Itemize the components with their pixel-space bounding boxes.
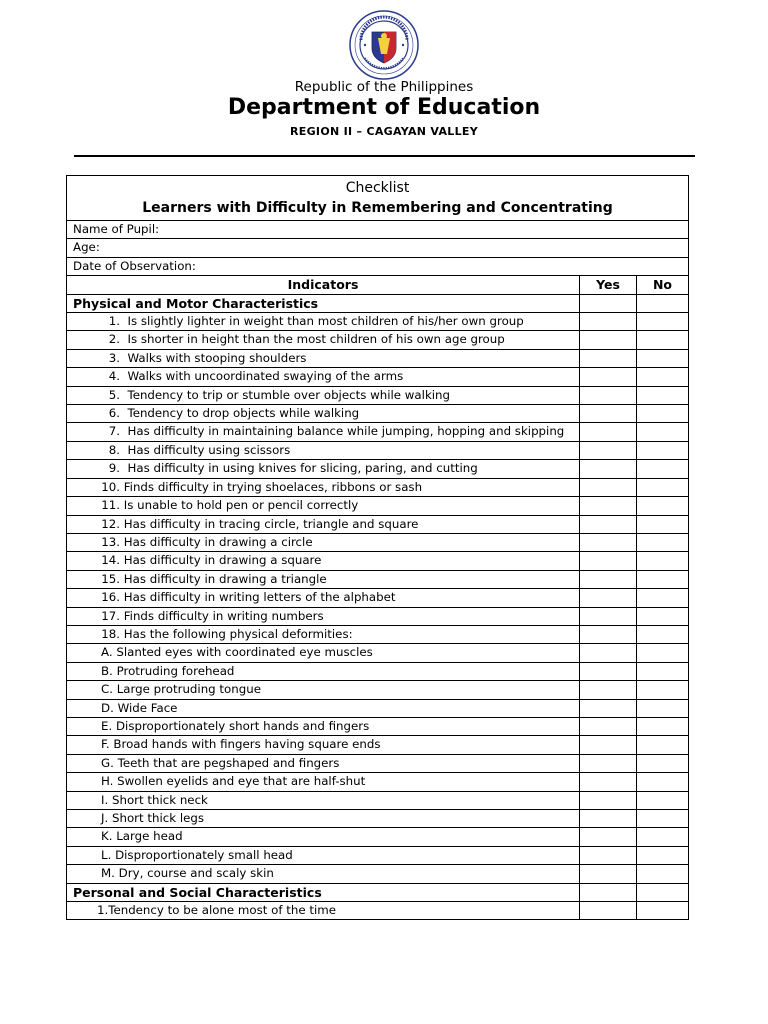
no-cell[interactable] [637,552,689,570]
indicator-item: 12. Has difficulty in tracing circle, triangle and square [67,515,580,533]
no-cell[interactable] [637,717,689,735]
indicator-item: 8. Has difficulty using scissors [67,441,580,459]
no-cell[interactable] [637,460,689,478]
yes-cell[interactable] [580,460,637,478]
no-cell[interactable] [637,773,689,791]
deformity-item: H. Swollen eyelids and eye that are half-shut [67,773,580,791]
yes-cell[interactable] [580,754,637,772]
no-cell[interactable] [637,902,689,920]
yes-cell[interactable] [580,717,637,735]
region-title: REGION II – CAGAYAN VALLEY [290,125,478,138]
deformity-item: C. Large protruding tongue [67,681,580,699]
yes-cell[interactable] [580,441,637,459]
no-cell[interactable] [637,405,689,423]
header-divider [74,155,695,157]
yes-cell[interactable] [580,349,637,367]
yes-cell[interactable] [580,313,637,331]
name-of-pupil-field[interactable]: Name of Pupil: [67,221,689,239]
checklist-title: Checklist [345,180,410,196]
deformity-item: L. Disproportionately small head [67,846,580,864]
indicator-item: 10. Finds difficulty in trying shoelaces, ribbons or sash [67,478,580,496]
personal-social-item: 1.Tendency to be alone most of the time [67,902,580,920]
deformity-item: F. Broad hands with fingers having square ends [67,736,580,754]
no-cell[interactable] [637,828,689,846]
section-personal-social: Personal and Social Characteristics [67,883,580,901]
no-cell[interactable] [637,589,689,607]
deformity-item: I. Short thick neck [67,791,580,809]
no-cell[interactable] [637,625,689,643]
checklist-title-cell [67,176,689,221]
yes-cell[interactable] [580,810,637,828]
yes-cell[interactable] [580,699,637,717]
indicators-header: Indicators [67,276,580,294]
yes-cell[interactable] [580,570,637,588]
deformity-item: G. Teeth that are pegshaped and fingers [67,754,580,772]
no-cell[interactable] [637,846,689,864]
yes-cell[interactable] [580,662,637,680]
no-cell[interactable] [637,644,689,662]
no-cell[interactable] [637,570,689,588]
republic-title: Republic of the Philippines [294,79,474,95]
no-cell[interactable] [637,533,689,551]
indicator-item: 15. Has difficulty in drawing a triangle [67,570,580,588]
department-title: Department of Education [227,95,541,120]
yes-cell[interactable] [580,773,637,791]
yes-cell[interactable] [580,865,637,883]
yes-cell[interactable] [580,331,637,349]
no-cell[interactable] [637,441,689,459]
no-cell[interactable] [637,331,689,349]
yes-cell[interactable] [580,902,637,920]
yes-cell[interactable] [580,791,637,809]
no-cell[interactable] [637,699,689,717]
indicator-item: 11. Is unable to hold pen or pencil correctly [67,497,580,515]
yes-cell[interactable] [580,478,637,496]
yes-cell[interactable] [580,386,637,404]
yes-cell[interactable] [580,883,637,901]
no-cell[interactable] [637,349,689,367]
yes-cell[interactable] [580,607,637,625]
yes-cell[interactable] [580,625,637,643]
deformity-item: J. Short thick legs [67,810,580,828]
no-cell[interactable] [637,423,689,441]
no-cell[interactable] [637,294,689,312]
deformity-item: D. Wide Face [67,699,580,717]
yes-cell[interactable] [580,405,637,423]
yes-cell[interactable] [580,423,637,441]
yes-cell[interactable] [580,828,637,846]
checklist-table [66,175,689,920]
checklist-subtitle: Learners with Difficulty in Remembering and Concentrating [142,200,613,216]
no-cell[interactable] [637,478,689,496]
indicator-item: 3. Walks with stooping shoulders [67,349,580,367]
no-cell[interactable] [637,607,689,625]
no-cell[interactable] [637,515,689,533]
indicator-item: 7. Has difficulty in maintaining balance while jumping, hopping and skipping [67,423,580,441]
yes-cell[interactable] [580,294,637,312]
yes-cell[interactable] [580,497,637,515]
yes-cell[interactable] [580,681,637,699]
section-physical-motor: Physical and Motor Characteristics [67,294,580,312]
no-cell[interactable] [637,810,689,828]
no-cell[interactable] [637,662,689,680]
indicator-item: 2. Is shorter in height than the most children of his own age group [67,331,580,349]
no-cell[interactable] [637,386,689,404]
indicator-item: 1. Is slightly lighter in weight than most children of his/her own group [67,313,580,331]
deformity-item: E. Disproportionately short hands and fingers [67,717,580,735]
indicator-item: 4. Walks with uncoordinated swaying of the arms [67,368,580,386]
no-cell[interactable] [637,368,689,386]
yes-cell[interactable] [580,533,637,551]
yes-cell[interactable] [580,589,637,607]
deformity-item: M. Dry, course and scaly skin [67,865,580,883]
no-header: No [637,276,689,294]
indicator-item: 6. Tendency to drop objects while walking [67,405,580,423]
deped-seal-icon [349,10,419,80]
indicator-item: 16. Has difficulty in writing letters of the alphabet [67,589,580,607]
yes-cell[interactable] [580,846,637,864]
yes-cell[interactable] [580,644,637,662]
no-cell[interactable] [637,313,689,331]
deformity-item: A. Slanted eyes with coordinated eye muscles [67,644,580,662]
no-cell[interactable] [637,883,689,901]
indicator-item: 13. Has difficulty in drawing a circle [67,533,580,551]
indicator-item: 14. Has difficulty in drawing a square [67,552,580,570]
no-cell[interactable] [637,791,689,809]
yes-cell[interactable] [580,368,637,386]
yes-cell[interactable] [580,736,637,754]
indicator-item: 5. Tendency to trip or stumble over objects while walking [67,386,580,404]
age-field[interactable]: Age: [67,239,689,257]
indicator-item: 9. Has difficulty in using knives for slicing, paring, and cutting [67,460,580,478]
indicator-item: 17. Finds difficulty in writing numbers [67,607,580,625]
no-cell[interactable] [637,497,689,515]
deformity-item: B. Protruding forehead [67,662,580,680]
no-cell[interactable] [637,754,689,772]
indicator-item: 18. Has the following physical deformities: [67,625,580,643]
yes-cell[interactable] [580,552,637,570]
no-cell[interactable] [637,865,689,883]
deformity-item: K. Large head [67,828,580,846]
date-of-observation-field[interactable]: Date of Observation: [67,257,689,275]
yes-cell[interactable] [580,515,637,533]
no-cell[interactable] [637,736,689,754]
no-cell[interactable] [637,681,689,699]
yes-header: Yes [580,276,637,294]
